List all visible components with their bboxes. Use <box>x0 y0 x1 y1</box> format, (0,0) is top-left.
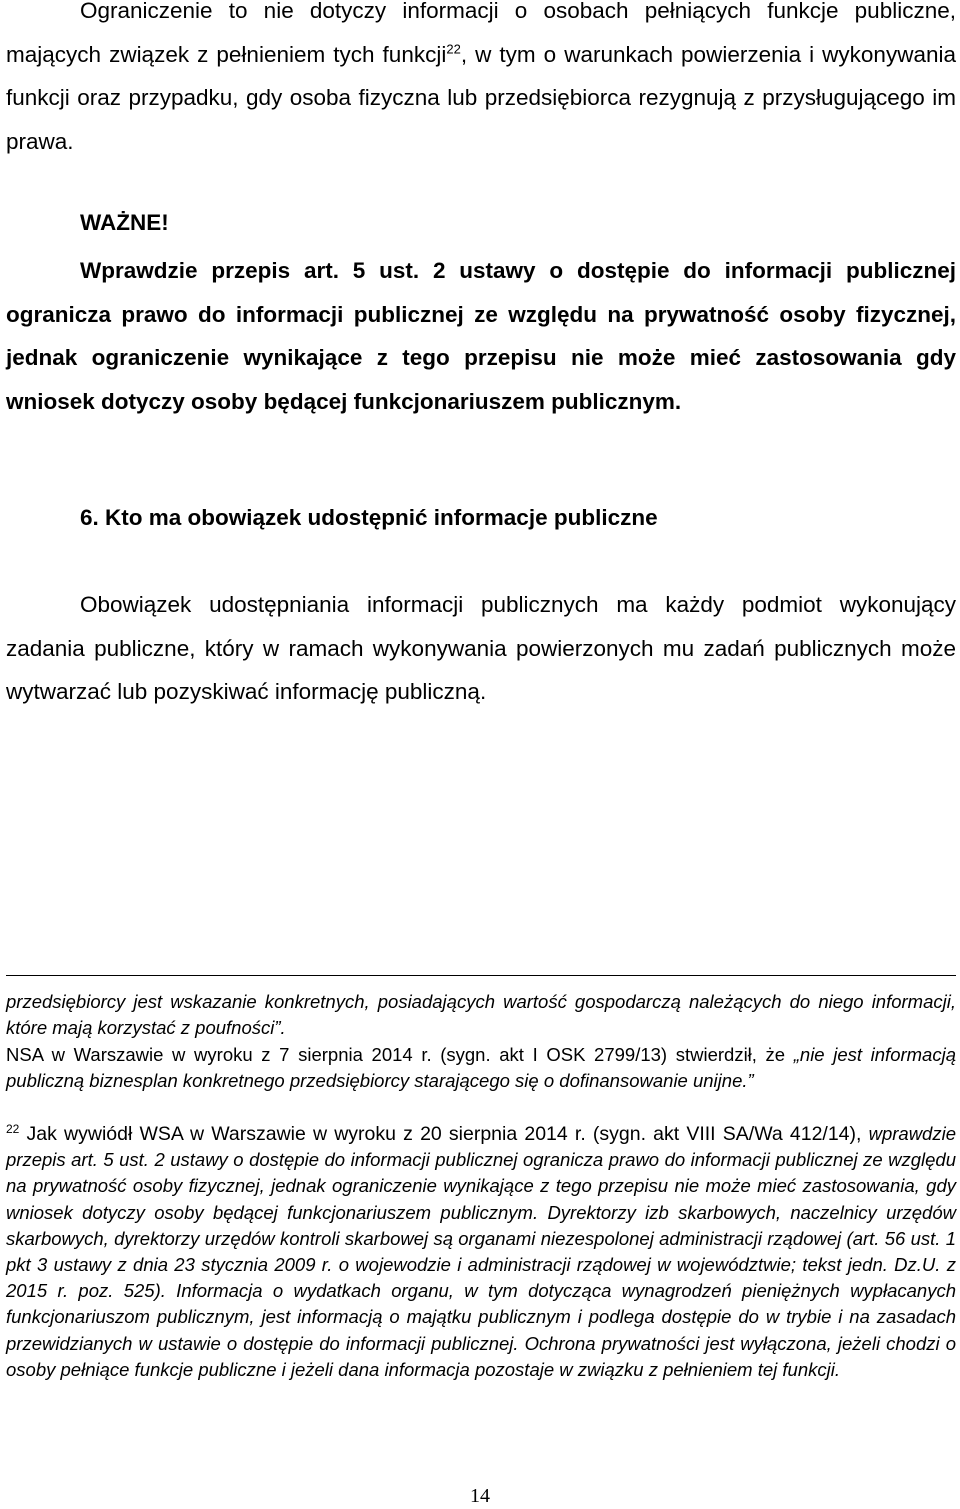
footnote-22-number: 22 <box>6 1121 20 1136</box>
footnote-continuation-text: przedsiębiorcy jest wskazanie konkretnych, posiadających wartość gospodarczą należących do niego informacji, które mają korzystać z poufności”. <box>6 991 956 1039</box>
footnote-ref-22[interactable]: 22 <box>446 41 461 56</box>
footnote-nsa <box>6 1042 956 1094</box>
important-paragraph <box>6 249 956 423</box>
important-label: WAŻNE! <box>80 210 169 235</box>
section-6-text: Obowiązek udostępniania informacji publicznych ma każdy podmiot wykonujący zadania publiczne, który w ramach wykonywania powierzonych mu zadań publicznych może wytwarzać lub pozyskiwać informację publiczną. <box>6 592 956 704</box>
footnote-separator <box>6 975 956 976</box>
paragraph-public-officials <box>6 0 956 163</box>
important-text: Wprawdzie przepis art. 5 ust. 2 ustawy o dostępie do informacji publicznej ogranicza prawo do informacji publicznej ze względu na prywatność osoby fizycznej, jednak ograniczenie wynikające z tego przepisu nie może mieć zastosowania gdy wniosek dotyczy osoby będącej funkcjonariuszem publicznym. <box>6 258 956 414</box>
footnote-22-quote: wprawdzie przepis art. 5 ust. 2 ustawy o dostępie do informacji publicznej ogranicza prawo do informacji publicznej ze względu na prywatność osoby fizycznej, jednak ograniczenie wynikające z tego przepisu nie może mieć zastosowania, gdy wniosek dotyczy osoby będącej funkcjonariuszem publicznym. Dyrektorzy izb skarbowych, naczelnicy urzędów skarbowych, dyrektorzy urzędów kontroli skarbowej są organami niezespolonej administracji rządowej (art. 56 ust. 1 pkt 3 ustawy z dnia 23 stycznia 2009 r. o wojewodzie i administracji rządowej w województwie; tekst jedn. Dz.U. z 2015 r. poz. 525). Informacja o wydatkach organu, w tym dotycząca wynagrodzeń pieniężnych wypłacanych funkcjonariuszom publicznym, jest informacją o majątku publicznym i podlega dostępie do w trybie i na zasadach przewidzianych w ustawie o dostępie do informacji publicznej. Ochrona prywatności jest wyłączona, jeżeli chodzi o osoby pełniące funkcje publiczne i jeżeli dana informacja pozostaje w związku z pełnieniem tej funkcji. <box>6 1123 956 1380</box>
footnote-nsa-text: NSA w Warszawie w wyroku z 7 sierpnia 2014 r. (sygn. akt I OSK 2799/13) stwierdził, że <box>6 1044 794 1065</box>
footnote-22 <box>6 1121 956 1383</box>
footnote-nsa-quote: „nie jest informacją publiczną biznesplan konkretnego przedsiębiorcy starającego się o dofinansowanie unijne.” <box>6 1044 956 1092</box>
section-6-heading: 6. Kto ma obowiązek udostępnić informacje publiczne <box>80 505 658 530</box>
page-number: 14 <box>470 1485 490 1507</box>
footnote-continuation <box>6 989 956 1041</box>
footnote-22-text: Jak wywiódł WSA w Warszawie w wyroku z 20 sierpnia 2014 r. (sygn. akt VIII SA/Wa 412/14), <box>19 1123 869 1145</box>
paragraph1-text-b: , w tym o warunkach powierzenia i wykonywania funkcji oraz przypadku, gdy osoba fizyczna lub przedsiębiorca rezygnują z przysługującego im prawa. <box>6 41 956 154</box>
paragraph1-text-a: Ograniczenie to nie dotyczy informacji o osobach pełniących funkcje publiczne, mających związek z pełnieniem tych funkcji <box>6 0 956 67</box>
section-6-paragraph <box>6 583 956 714</box>
